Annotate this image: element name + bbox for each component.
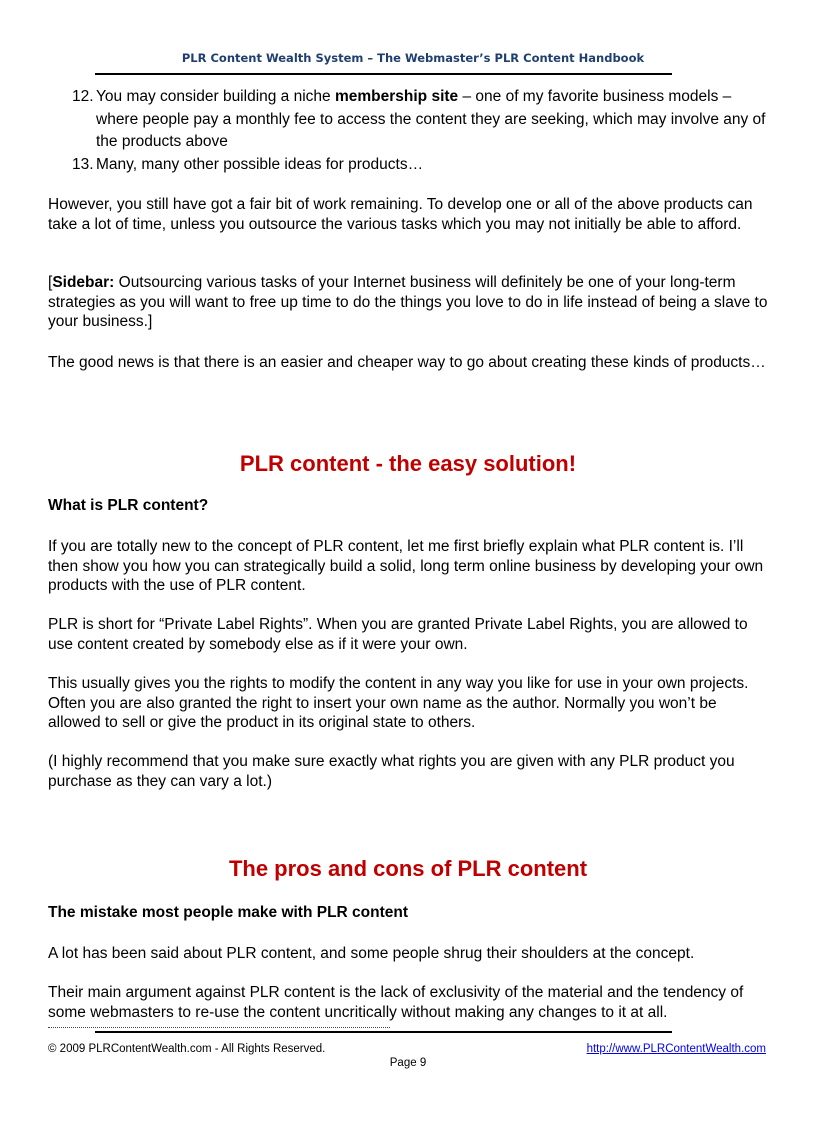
list-item-text: Many, many other possible ideas for products… xyxy=(96,155,424,173)
paragraph: A lot has been said about PLR content, and some people shrug their shoulders at the concept. xyxy=(48,945,695,962)
list-item-number: 12. xyxy=(72,88,94,105)
paragraph: However, you still have got a fair bit of work remaining. To develop one or all of the above products can take a lot of time, unless you outsource the various tasks which you may not initially be able to afford. xyxy=(48,196,753,233)
paragraph: PLR is short for “Private Label Rights”. When you are granted Private Label Rights, you are allowed to use content created by somebody else as if it were your own. xyxy=(48,616,748,653)
section-heading: PLR content - the easy solution! xyxy=(239,451,577,476)
paragraph: This usually gives you the rights to modify the content in any way you like for use in your own projects. Often you are also granted the right to insert your own name as the author. Normally you won’t be allowed to sell or give the product in its original state to others. xyxy=(48,675,749,731)
paragraph: If you are totally new to the concept of PLR content, let me first briefly explain what PLR content is. I’ll then show you how you can strategically build a solid, long term online business by developing your own products with the use of PLR content. xyxy=(48,538,764,594)
list-item-text: You may consider building a niche xyxy=(96,88,335,105)
footer-dotted-line xyxy=(48,1027,390,1028)
subheading: The mistake most people make with PLR content xyxy=(48,904,409,921)
footer-website-link[interactable]: http://www.PLRContentWealth.com xyxy=(586,1043,766,1055)
list-item-bold: membership site xyxy=(334,88,459,105)
footer-rule xyxy=(95,1031,672,1033)
list-item-number: 13. xyxy=(72,155,94,173)
page-number: Page 9 xyxy=(389,1057,427,1069)
list-item-text: – one of my favorite business models – where people pay a monthly fee to access the content they are seeking, which may involve any of the products above xyxy=(96,88,766,150)
list-item xyxy=(48,154,770,177)
sidebar-text: Outsourcing various tasks of your Internet business will definitely be one of your long-term strategies as you will want to free up time to do the things you love to do in life instead of being a slave to your business.] xyxy=(48,274,768,330)
section-heading: The pros and cons of PLR content xyxy=(228,856,588,881)
subheading: What is PLR content? xyxy=(48,497,209,514)
paragraph: Their main argument against PLR content is the lack of exclusivity of the material and the tendency of some webmasters to re-use the content uncritically without making any changes to it at all. xyxy=(48,984,744,1021)
sidebar-label: Sidebar: xyxy=(52,274,115,291)
paragraph: The good news is that there is an easier and cheaper way to go about creating these kinds of products… xyxy=(48,354,766,371)
sidebar-paragraph xyxy=(48,273,770,332)
list-item xyxy=(48,86,770,154)
sidebar-bracket: [ xyxy=(48,274,53,291)
header-rule xyxy=(95,73,672,75)
running-header: PLR Content Wealth System – The Webmaster’s PLR Content Handbook xyxy=(181,51,645,65)
numbered-list xyxy=(48,86,770,176)
paragraph: (I highly recommend that you make sure exactly what rights you are given with any PLR product you purchase as they can vary a lot.) xyxy=(48,753,735,790)
footer-copyright: © 2009 PLRContentWealth.com - All Rights Reserved. xyxy=(48,1043,326,1055)
